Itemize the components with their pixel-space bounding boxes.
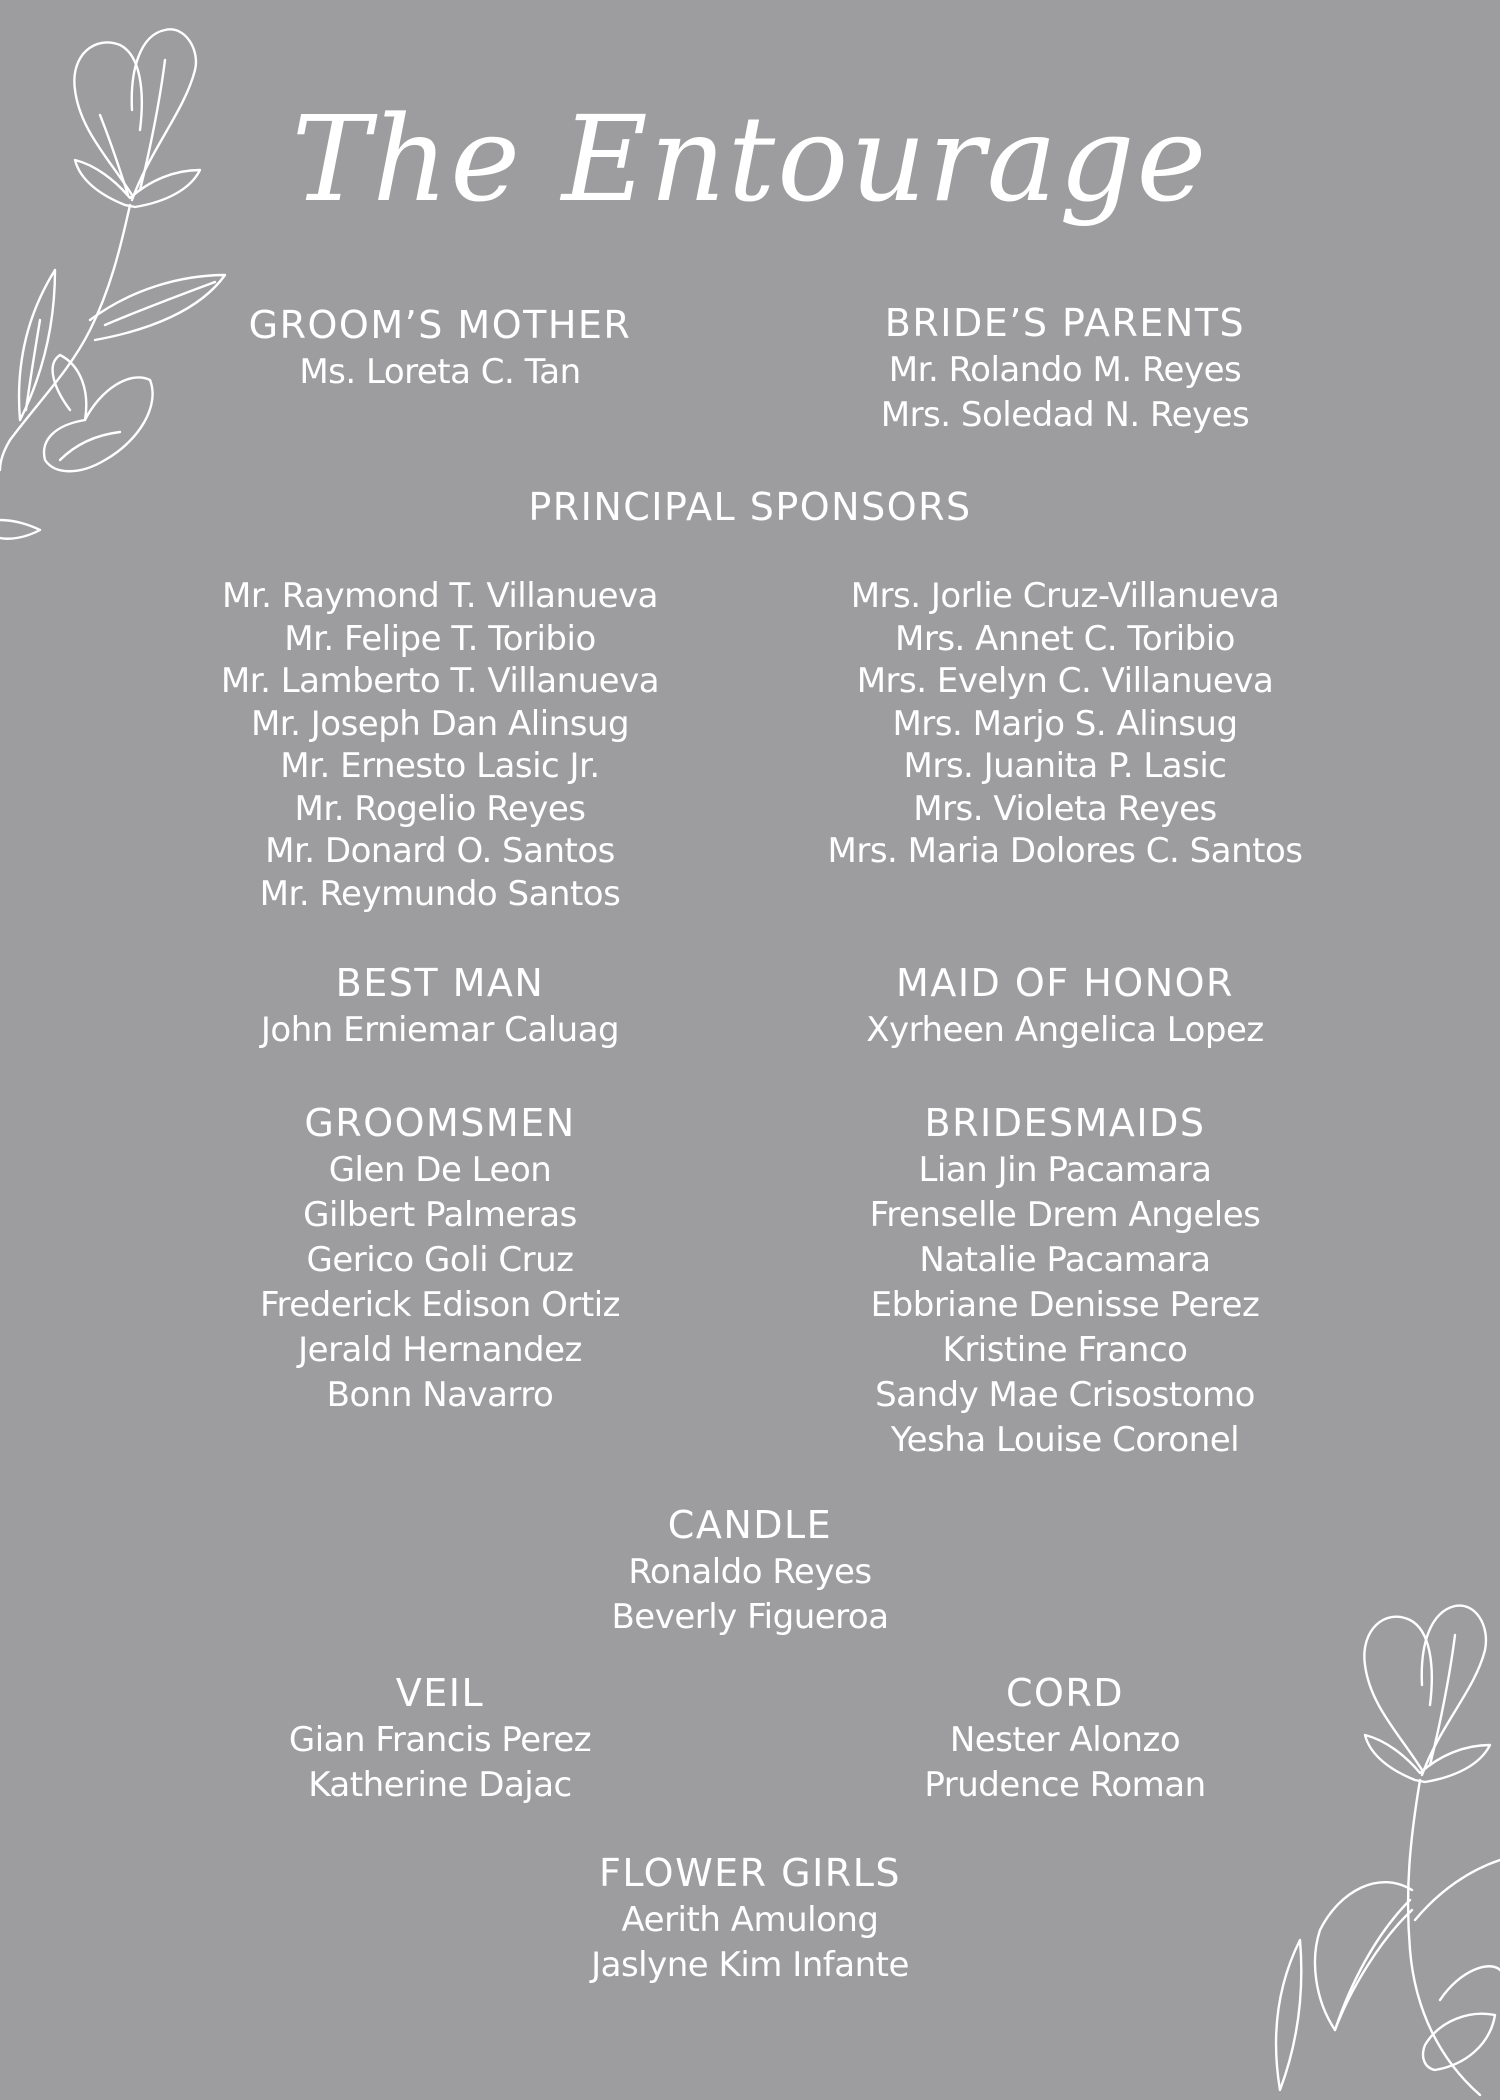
list-item: Mr. Reymundo Santos bbox=[259, 873, 621, 914]
list-item: Kristine Franco bbox=[942, 1330, 1188, 1370]
section-heading: BRIDE’S PARENTS bbox=[884, 301, 1246, 345]
list-item: Prudence Roman bbox=[924, 1765, 1206, 1805]
list-item: Mrs. Marjo S. Alinsug bbox=[892, 703, 1238, 744]
brides-parents-section bbox=[760, 298, 1370, 438]
list-item: Mr. Donard O. Santos bbox=[265, 831, 615, 871]
section-heading: GROOM’S MOTHER bbox=[248, 303, 632, 347]
list-item: Nester Alonzo bbox=[949, 1720, 1181, 1760]
section-heading: CORD bbox=[1005, 1671, 1125, 1715]
grooms-mother-section bbox=[140, 300, 740, 395]
list-item: Ebbriane Denisse Perez bbox=[870, 1285, 1260, 1325]
list-item: Mr. Rogelio Reyes bbox=[294, 788, 586, 829]
list-item: Gian Francis Perez bbox=[288, 1720, 592, 1760]
list-item: Jerald Hernandez bbox=[298, 1330, 582, 1370]
bridesmaids-section bbox=[760, 1098, 1370, 1463]
list-item: Sandy Mae Crisostomo bbox=[875, 1375, 1255, 1415]
name-list bbox=[140, 1148, 740, 1418]
list-item: Mr. Felipe T. Toribio bbox=[284, 618, 596, 659]
list-item: Lian Jin Pacamara bbox=[918, 1150, 1212, 1190]
list-item: Bonn Navarro bbox=[326, 1375, 554, 1415]
list-item: Mrs. Maria Dolores C. Santos bbox=[827, 831, 1303, 871]
name-list bbox=[760, 575, 1370, 873]
list-item: Mr. Rolando M. Reyes bbox=[888, 350, 1242, 390]
list-item: Gerico Goli Cruz bbox=[306, 1240, 574, 1280]
list-item: Mr. Ernesto Lasic Jr. bbox=[280, 746, 600, 786]
list-item: Mr. Raymond T. Villanueva bbox=[221, 576, 658, 616]
maid-of-honor-section bbox=[760, 958, 1370, 1053]
name-list bbox=[760, 1008, 1370, 1053]
groomsmen-section bbox=[140, 1098, 740, 1418]
list-item: Mrs. Violeta Reyes bbox=[913, 788, 1217, 829]
list-item: Frederick Edison Ortiz bbox=[259, 1285, 621, 1325]
list-item: Mr. Joseph Dan Alinsug bbox=[250, 703, 630, 744]
name-list bbox=[760, 1718, 1370, 1808]
name-list bbox=[760, 1148, 1370, 1463]
principal-sponsors-right-column bbox=[760, 575, 1370, 873]
section-heading: VEIL bbox=[395, 1671, 485, 1715]
list-item: John Erniemar Caluag bbox=[260, 1010, 620, 1050]
principal-sponsors-left-column bbox=[140, 575, 740, 915]
veil-section bbox=[140, 1668, 740, 1808]
section-heading: BEST MAN bbox=[335, 961, 545, 1005]
list-item: Glen De Leon bbox=[328, 1150, 552, 1190]
name-list bbox=[350, 1550, 1150, 1640]
list-item: Mr. Lamberto T. Villanueva bbox=[220, 661, 660, 701]
section-heading: CANDLE bbox=[667, 1503, 833, 1547]
list-item: Mrs. Annet C. Toribio bbox=[895, 618, 1235, 659]
list-item: Jaslyne Kim Infante bbox=[591, 1945, 909, 1985]
list-item: Frenselle Drem Angeles bbox=[869, 1195, 1261, 1235]
name-list bbox=[140, 350, 740, 395]
list-item: Beverly Figueroa bbox=[611, 1597, 889, 1637]
cord-section bbox=[760, 1668, 1370, 1808]
list-item: Mrs. Juanita P. Lasic bbox=[903, 746, 1227, 786]
candle-section bbox=[350, 1500, 1150, 1640]
principal-sponsors-heading-block bbox=[350, 482, 1150, 532]
list-item: Mrs. Jorlie Cruz-Villanueva bbox=[850, 576, 1280, 616]
list-item: Ms. Loreta C. Tan bbox=[299, 352, 581, 392]
flower-girls-section bbox=[350, 1848, 1150, 1988]
list-item: Xyrheen Angelica Lopez bbox=[866, 1010, 1264, 1050]
list-item: Mrs. Evelyn C. Villanueva bbox=[856, 661, 1274, 701]
page-title: The Entourage bbox=[291, 90, 1209, 228]
name-list bbox=[140, 1718, 740, 1808]
list-item: Katherine Dajac bbox=[308, 1765, 572, 1805]
name-list bbox=[140, 575, 740, 915]
section-heading: PRINCIPAL SPONSORS bbox=[528, 485, 972, 529]
section-heading: MAID OF HONOR bbox=[896, 961, 1234, 1005]
list-item: Aerith Amulong bbox=[621, 1900, 879, 1940]
list-item: Mrs. Soledad N. Reyes bbox=[880, 395, 1250, 435]
name-list bbox=[350, 1898, 1150, 1988]
list-item: Natalie Pacamara bbox=[919, 1240, 1211, 1280]
name-list bbox=[760, 348, 1370, 438]
list-item: Ronaldo Reyes bbox=[628, 1552, 872, 1592]
section-heading: GROOMSMEN bbox=[304, 1101, 576, 1145]
section-heading: FLOWER GIRLS bbox=[599, 1851, 901, 1895]
list-item: Gilbert Palmeras bbox=[303, 1195, 577, 1235]
list-item: Yesha Louise Coronel bbox=[890, 1420, 1240, 1460]
name-list bbox=[140, 1008, 740, 1053]
floral-bottom-right-decoration bbox=[1240, 1590, 1500, 2100]
section-heading: BRIDESMAIDS bbox=[924, 1101, 1206, 1145]
best-man-section bbox=[140, 958, 740, 1053]
